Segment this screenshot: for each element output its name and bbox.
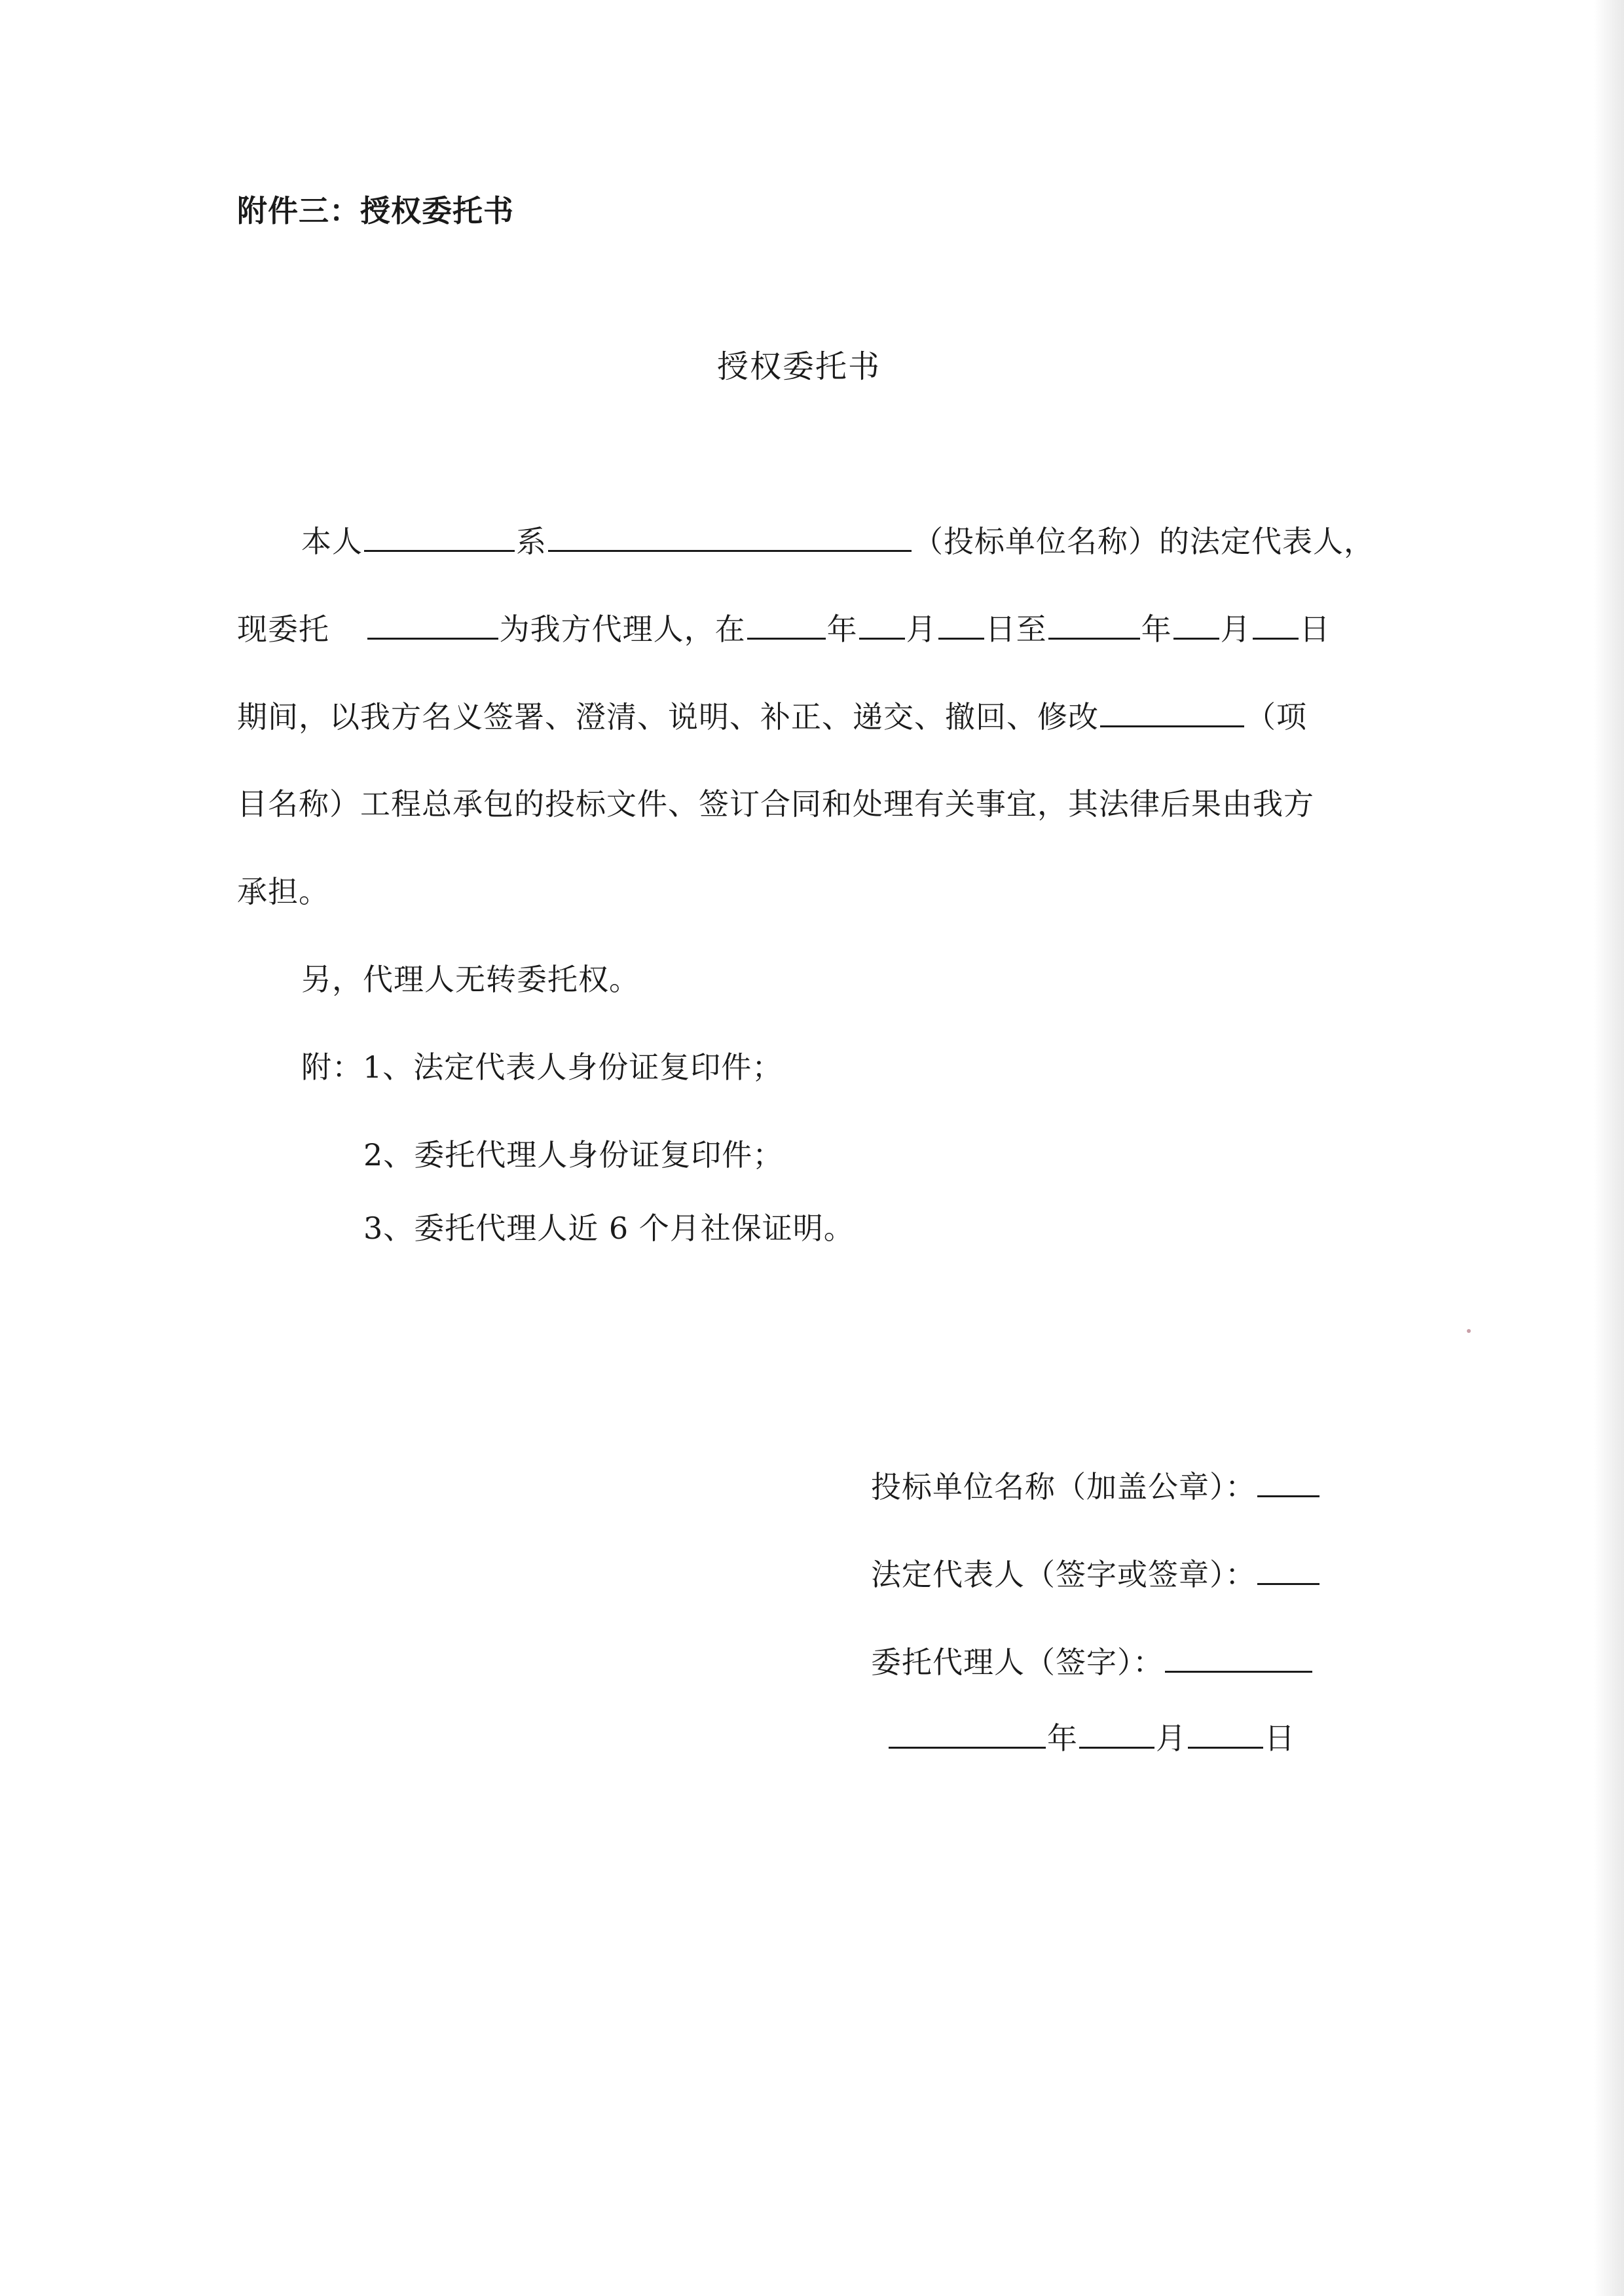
attachment-heading: 附件三：授权委托书 (237, 193, 514, 228)
blank-sign-day[interactable] (1188, 1718, 1263, 1749)
signature-legal-rep (871, 1554, 1321, 1594)
text-segment: （投标单位名称）的法定代表人， (913, 524, 1375, 559)
text-segment: 系 (516, 524, 547, 559)
blank-sign-year[interactable] (889, 1718, 1046, 1749)
signature-label: 委托代理人（签字）： (871, 1645, 1164, 1680)
paragraph-scope-continued: 目名称）工程总承包的投标文件、签订合同和处理有关事宜，其法律后果由我方 (237, 786, 1314, 822)
text-segment: 月 (1156, 1721, 1187, 1756)
signature-label: 法定代表人（签字或签章）： (871, 1557, 1256, 1592)
signature-agent (871, 1642, 1314, 1682)
signature-label: 投标单位名称（加盖公章）： (871, 1469, 1256, 1504)
blank-bidder-field[interactable] (548, 521, 912, 552)
blank-agent-signature[interactable] (1165, 1642, 1312, 1673)
paragraph-delegation (237, 609, 1331, 649)
text-segment: 日 (1264, 1721, 1295, 1756)
paragraph-liability: 承担。 (237, 874, 329, 909)
blank-start-month[interactable] (859, 609, 905, 640)
text-segment: 为我方代理人，在 (499, 611, 746, 647)
blank-sign-month[interactable] (1079, 1718, 1154, 1749)
text-segment: 本人 (301, 524, 363, 559)
signature-date (887, 1718, 1295, 1758)
blank-start-day[interactable] (938, 609, 984, 640)
text-segment: 年 (1141, 611, 1172, 647)
blank-name-field[interactable] (364, 521, 515, 552)
blank-project-field[interactable] (1100, 697, 1244, 727)
text-segment: 月 (906, 611, 937, 647)
text-segment: 日至 (985, 611, 1047, 647)
scan-edge (1594, 0, 1624, 2296)
paragraph-scope (237, 697, 1307, 737)
blank-end-year[interactable] (1048, 609, 1140, 640)
text-segment: 月 (1220, 611, 1251, 647)
document-title: 授权委托书 (716, 348, 881, 385)
text-segment: 日 (1299, 611, 1331, 647)
blank-start-year[interactable] (747, 609, 826, 640)
text-segment: 年 (826, 611, 858, 647)
blank-end-month[interactable] (1173, 609, 1219, 640)
text-segment: （项 (1246, 699, 1307, 735)
blank-legal-rep-signature[interactable] (1257, 1554, 1320, 1585)
blank-end-day[interactable] (1253, 609, 1299, 640)
text-segment: 现委托 (237, 611, 340, 647)
paragraph-principal (301, 521, 1375, 561)
signature-bidder (871, 1467, 1321, 1506)
attachment-item-1: 附：1、法定代表人身份证复印件； (301, 1049, 783, 1085)
scan-speck (1467, 1329, 1471, 1333)
text-segment: 期间，以我方名义签署、澄清、说明、补正、递交、撤回、修改 (237, 699, 1099, 735)
blank-agent-field[interactable] (367, 609, 498, 640)
attachment-item-3: 3、委托代理人近 6 个月社保证明。 (363, 1211, 855, 1246)
text-segment: 年 (1047, 1721, 1078, 1756)
attachment-item-2: 2、委托代理人身份证复印件； (363, 1137, 784, 1173)
paragraph-no-subdelegation: 另，代理人无转委托权。 (301, 962, 640, 997)
blank-bidder-seal[interactable] (1257, 1467, 1320, 1497)
